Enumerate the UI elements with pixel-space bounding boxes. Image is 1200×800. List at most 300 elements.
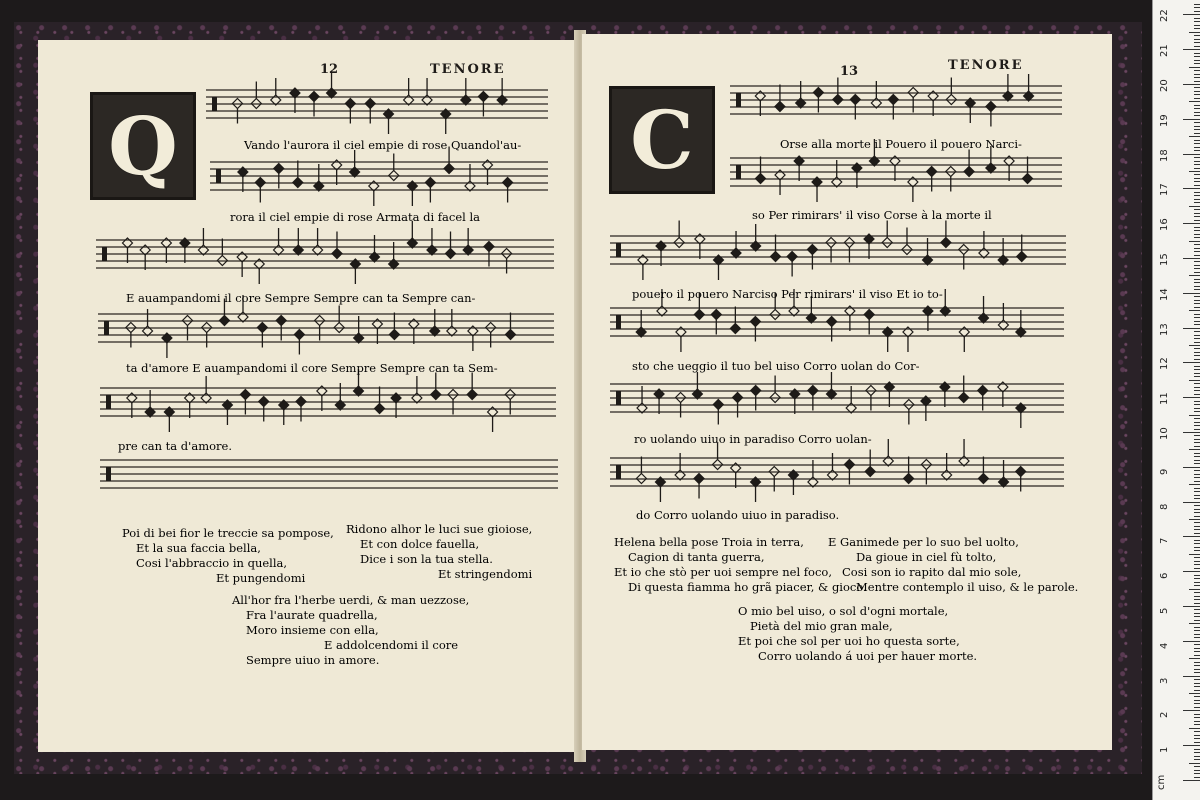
- ruler-tick: [1194, 488, 1200, 489]
- ruler-number: 17: [1159, 183, 1170, 197]
- ruler-tick: [1194, 474, 1200, 475]
- ruler-tick: [1194, 227, 1200, 228]
- music-staff: [730, 74, 1062, 127]
- note-head: [807, 245, 817, 255]
- note-head: [345, 99, 355, 109]
- ruler-tick: [1194, 321, 1200, 322]
- note-head: [833, 95, 843, 105]
- ruler-tick: [1189, 449, 1200, 450]
- ruler-tick: [1194, 307, 1200, 308]
- verse-stanza: [738, 604, 977, 664]
- ruler-tick: [1194, 181, 1200, 182]
- lyric-line: Vando l'aurora il ciel empie di rose Quandol'au-: [244, 138, 522, 152]
- ruler-tick: [1189, 171, 1200, 172]
- verse-stanza: [828, 535, 1078, 595]
- ruler-number: 10: [1159, 427, 1170, 440]
- ruler-tick: [1194, 234, 1200, 235]
- music-staff: [610, 221, 1066, 281]
- ruler-tick: [1194, 620, 1200, 621]
- note-head: [276, 316, 286, 326]
- clef-mark: [102, 247, 107, 261]
- note-head: [964, 167, 974, 177]
- ruler-tick: [1194, 394, 1200, 395]
- ruler-tick: [1194, 714, 1200, 715]
- ruler-tick: [1194, 161, 1200, 162]
- verse-line: Mentre contemplo il uiso, & le parole.: [856, 580, 1079, 594]
- verse-line: Corro uolando á uoi per hauer morte.: [758, 649, 978, 663]
- ruler-tick: [1183, 293, 1200, 294]
- clef-mark: [106, 467, 111, 481]
- ruler-tick: [1194, 11, 1200, 12]
- ruler-tick: [1194, 669, 1200, 670]
- ruler-tick: [1194, 18, 1200, 19]
- ruler-tick: [1194, 352, 1200, 353]
- note-head: [978, 386, 988, 396]
- ruler-tick: [1194, 115, 1200, 116]
- ruler-tick: [1183, 710, 1200, 711]
- ruler-tick: [1194, 168, 1200, 169]
- ruler-tick: [1194, 418, 1200, 419]
- ruler-tick: [1183, 641, 1200, 642]
- ruler-tick: [1194, 366, 1200, 367]
- measurement-ruler: [1152, 0, 1200, 800]
- note-head: [711, 310, 721, 320]
- note-head: [978, 474, 988, 484]
- ruler-number: 2: [1159, 712, 1170, 719]
- lyric-line: rora il ciel empie di rose Armata di facel la: [230, 210, 481, 224]
- verse-line: Moro insieme con ella,: [246, 623, 379, 637]
- verse-line: Da gioue in ciel fù tolto,: [856, 550, 997, 564]
- note-head: [865, 467, 875, 477]
- ruler-number: 11: [1159, 392, 1170, 406]
- ruler-tick: [1194, 376, 1200, 377]
- ruler-tick: [1194, 777, 1200, 778]
- ruler-tick: [1194, 516, 1200, 517]
- ruler-tick: [1194, 251, 1200, 252]
- ruler-tick: [1194, 599, 1200, 600]
- ruler-tick: [1194, 272, 1200, 273]
- clef-mark: [616, 391, 621, 405]
- ruler-tick: [1194, 268, 1200, 269]
- ruler-tick: [1194, 94, 1200, 95]
- music-staff: [100, 460, 558, 488]
- ruler-tick: [1194, 261, 1200, 262]
- ruler-tick: [1194, 178, 1200, 179]
- ruler-tick: [1194, 495, 1200, 496]
- ruler-tick: [1183, 49, 1200, 50]
- ruler-tick: [1194, 592, 1200, 593]
- ruler-tick: [1194, 439, 1200, 440]
- ruler-tick: [1194, 616, 1200, 617]
- ruler-tick: [1194, 738, 1200, 739]
- lyric-line: pre can ta d'amore.: [118, 439, 232, 453]
- ruler-tick: [1194, 108, 1200, 109]
- ruler-tick: [1194, 634, 1200, 635]
- ruler-tick: [1194, 28, 1200, 29]
- ruler-tick: [1189, 32, 1200, 33]
- ruler-tick: [1194, 289, 1200, 290]
- ruler-tick: [1194, 209, 1200, 210]
- ruler-tick: [1194, 81, 1200, 82]
- ruler-tick: [1194, 644, 1200, 645]
- ruler-tick: [1194, 331, 1200, 332]
- lyric-line: ta d'amore E auampandomi il core Sempre Sempre can ta Sem-: [126, 361, 498, 375]
- ruler-tick: [1194, 174, 1200, 175]
- note-head: [1023, 174, 1033, 184]
- ruler-tick: [1194, 185, 1200, 186]
- note-head: [478, 92, 488, 102]
- ruler-tick: [1194, 192, 1200, 193]
- ruler-tick: [1189, 623, 1200, 624]
- ruler-tick: [1194, 21, 1200, 22]
- ruler-tick: [1183, 188, 1200, 189]
- verse-line: Et poi che sol per uoi ho questa sorte,: [738, 634, 960, 648]
- ruler-tick: [1194, 700, 1200, 701]
- ruler-tick: [1189, 206, 1200, 207]
- ruler-tick: [1194, 477, 1200, 478]
- ruler-tick: [1194, 561, 1200, 562]
- ruler-tick: [1194, 425, 1200, 426]
- note-head: [888, 95, 898, 105]
- note-head: [505, 330, 515, 340]
- note-head: [259, 397, 269, 407]
- ruler-tick: [1194, 91, 1200, 92]
- ruler-tick: [1194, 63, 1200, 64]
- ruler-tick: [1194, 129, 1200, 130]
- lyric-line: sto che ueggio il tuo bel uiso Corro uolan do Cor-: [632, 359, 920, 373]
- ruler-tick: [1194, 512, 1200, 513]
- verse-line: Et pungendomi: [216, 571, 306, 585]
- note-head: [484, 242, 494, 252]
- note-head: [332, 249, 342, 259]
- ruler-tick: [1189, 241, 1200, 242]
- music-staff: [100, 369, 556, 432]
- verse-line: Dice i son la tua stella.: [360, 552, 493, 566]
- ruler-tick: [1194, 39, 1200, 40]
- note-head: [375, 404, 385, 414]
- ruler-tick: [1194, 359, 1200, 360]
- ruler-tick: [1194, 147, 1200, 148]
- ruler-tick: [1194, 460, 1200, 461]
- ruler-tick: [1189, 484, 1200, 485]
- clef-mark: [616, 465, 621, 479]
- ruler-tick: [1194, 435, 1200, 436]
- lyric-line: ro uolando uiuo in paradiso Corro uolan-: [634, 432, 872, 446]
- ruler-tick: [1194, 609, 1200, 610]
- ruler-tick: [1194, 662, 1200, 663]
- note-head: [771, 252, 781, 262]
- ruler-tick: [1194, 655, 1200, 656]
- note-head: [296, 397, 306, 407]
- ruler-number: 4: [1159, 642, 1170, 649]
- ruler-tick: [1194, 596, 1200, 597]
- ruler-number: 22: [1159, 9, 1170, 23]
- ruler-tick: [1194, 498, 1200, 499]
- ruler-tick: [1189, 415, 1200, 416]
- ruler-tick: [1189, 275, 1200, 276]
- part-name-header: TENORE: [430, 62, 506, 77]
- ruler-tick: [1183, 223, 1200, 224]
- ruler-tick: [1183, 119, 1200, 120]
- ruler-tick: [1183, 432, 1200, 433]
- ruler-tick: [1194, 126, 1200, 127]
- note-head: [219, 316, 229, 326]
- ruler-unit: cm: [1156, 774, 1167, 790]
- ruler-tick: [1194, 213, 1200, 214]
- ruler-tick: [1194, 53, 1200, 54]
- ruler-tick: [1194, 387, 1200, 388]
- lyric-line: so Per rimirars' il viso Corse à la morte il: [752, 208, 992, 222]
- ruler-tick: [1183, 328, 1200, 329]
- ruler-tick: [1194, 665, 1200, 666]
- ruler-number: 1: [1159, 746, 1170, 754]
- ruler-tick: [1189, 345, 1200, 346]
- note-head: [751, 386, 761, 396]
- music-staff: [610, 372, 1064, 428]
- ruler-tick: [1189, 380, 1200, 381]
- ruler-tick: [1194, 202, 1200, 203]
- verse-line: Cosi son io rapito dal mio sole,: [842, 565, 1022, 579]
- ruler-tick: [1194, 105, 1200, 106]
- verse-line: Ridono alhor le luci sue gioiose,: [346, 522, 533, 536]
- ruler-tick: [1194, 735, 1200, 736]
- ruler-tick: [1194, 74, 1200, 75]
- note-head: [431, 390, 441, 400]
- ruler-tick: [1183, 676, 1200, 677]
- ruler-tick: [1194, 578, 1200, 579]
- verse-line: E addolcendomi il core: [324, 638, 459, 652]
- note-head: [756, 174, 766, 184]
- ruler-tick: [1194, 627, 1200, 628]
- clef-mark: [212, 97, 217, 111]
- ruler-tick: [1194, 557, 1200, 558]
- verse-line: Fra l'aurate quadrella,: [246, 608, 378, 622]
- note-head: [365, 99, 375, 109]
- ruler-tick: [1194, 143, 1200, 144]
- ruler-tick: [1183, 571, 1200, 572]
- note-head: [425, 178, 435, 188]
- ruler-tick: [1194, 265, 1200, 266]
- verse-stanza: [346, 522, 532, 582]
- ruler-tick: [1194, 630, 1200, 631]
- verse-line: Sempre uiuo in amore.: [246, 653, 380, 667]
- ruler-tick: [1194, 87, 1200, 88]
- verse-line: Helena bella pose Troia in terra,: [614, 535, 804, 549]
- music-staff: [210, 147, 548, 207]
- ruler-tick: [1194, 157, 1200, 158]
- ruler-tick: [1183, 84, 1200, 85]
- woodcut-initial: C: [609, 86, 715, 194]
- ruler-tick: [1194, 422, 1200, 423]
- ruler-tick: [1183, 154, 1200, 155]
- ruler-number: 3: [1159, 677, 1170, 684]
- ruler-tick: [1194, 752, 1200, 753]
- note-head: [1017, 252, 1027, 262]
- ruler-tick: [1194, 703, 1200, 704]
- ruler-tick: [1194, 314, 1200, 315]
- note-head: [864, 310, 874, 320]
- note-head: [775, 102, 785, 112]
- ruler-tick: [1194, 244, 1200, 245]
- note-head: [274, 164, 284, 174]
- verse-line: Et io che stò per uoi sempre nel foco,: [614, 565, 833, 579]
- ruler-tick: [1194, 122, 1200, 123]
- ruler-tick: [1194, 637, 1200, 638]
- clef-mark: [104, 321, 109, 335]
- ruler-number: 18: [1159, 148, 1170, 162]
- music-staff: [96, 221, 554, 284]
- ruler-number: 12: [1159, 357, 1170, 371]
- ruler-tick: [1189, 310, 1200, 311]
- ruler-number: 5: [1159, 607, 1170, 614]
- note-head: [827, 317, 837, 327]
- ruler-tick: [1183, 467, 1200, 468]
- ruler-number: 7: [1159, 538, 1170, 545]
- ruler-tick: [1189, 763, 1200, 764]
- ruler-tick: [1183, 606, 1200, 607]
- ruler-tick: [1194, 721, 1200, 722]
- ruler-number: 14: [1159, 288, 1170, 301]
- ruler-number: 6: [1159, 572, 1170, 580]
- ruler-tick: [1194, 463, 1200, 464]
- verse-line: Cagion di tanta guerra,: [628, 550, 765, 564]
- ruler-tick: [1194, 568, 1200, 569]
- ruler-tick: [1194, 686, 1200, 687]
- ruler-tick: [1194, 679, 1200, 680]
- ruler-tick: [1194, 651, 1200, 652]
- ruler-tick: [1194, 446, 1200, 447]
- ruler-number: 15: [1159, 253, 1170, 266]
- lyric-line: Orse alla morte il Pouero il pouero Narci-: [780, 137, 1022, 151]
- note-head: [255, 178, 265, 188]
- ruler-tick: [1194, 369, 1200, 370]
- ruler-tick: [1183, 780, 1200, 781]
- ruler-tick: [1194, 77, 1200, 78]
- ruler-tick: [1194, 383, 1200, 384]
- ruler-number: 20: [1159, 79, 1170, 92]
- verse-line: O mio bel uiso, o sol d'ogni mortale,: [738, 604, 949, 618]
- ruler-tick: [1189, 658, 1200, 659]
- ruler-tick: [1194, 575, 1200, 576]
- ruler-tick: [1194, 46, 1200, 47]
- ruler-tick: [1183, 362, 1200, 363]
- ruler-tick: [1194, 564, 1200, 565]
- note-head: [904, 474, 914, 484]
- ruler-tick: [1194, 429, 1200, 430]
- note-head: [293, 178, 303, 188]
- page-number: 12: [320, 62, 339, 77]
- note-head: [446, 249, 456, 259]
- clef-mark: [616, 243, 621, 257]
- ruler-number: 21: [1159, 44, 1170, 58]
- ruler-tick: [1194, 338, 1200, 339]
- ruler-tick: [1194, 195, 1200, 196]
- ruler-tick: [1194, 199, 1200, 200]
- ruler-tick: [1194, 220, 1200, 221]
- clef-mark: [616, 315, 621, 329]
- note-head: [257, 323, 267, 333]
- ruler-tick: [1194, 342, 1200, 343]
- verse-line: All'hor fra l'herbe uerdi, & man uezzose,: [232, 593, 470, 607]
- ruler-tick: [1194, 98, 1200, 99]
- ruler-tick: [1194, 696, 1200, 697]
- clef-mark: [216, 169, 221, 183]
- ruler-tick: [1183, 536, 1200, 537]
- ruler-tick: [1194, 300, 1200, 301]
- ruler-tick: [1189, 136, 1200, 137]
- note-head: [694, 310, 704, 320]
- lyric-line: pouero il pouero Narciso Per rimirars' il viso Et io to-: [632, 287, 943, 301]
- verse-line: Et la sua faccia bella,: [136, 541, 261, 555]
- ruler-tick: [1194, 4, 1200, 5]
- ruler-tick: [1183, 258, 1200, 259]
- ruler-tick: [1183, 14, 1200, 15]
- ruler-tick: [1189, 554, 1200, 555]
- ruler-tick: [1194, 442, 1200, 443]
- ruler-tick: [1194, 547, 1200, 548]
- ruler-tick: [1194, 216, 1200, 217]
- ruler-tick: [1194, 255, 1200, 256]
- ruler-tick: [1194, 522, 1200, 523]
- ruler-tick: [1183, 745, 1200, 746]
- ruler-number: 19: [1159, 114, 1170, 127]
- ruler-number: 8: [1159, 503, 1170, 510]
- ruler-tick: [1194, 533, 1200, 534]
- note-head: [850, 95, 860, 105]
- ruler-tick: [1194, 742, 1200, 743]
- ruler-tick: [1194, 540, 1200, 541]
- ruler-tick: [1194, 613, 1200, 614]
- ruler-tick: [1194, 770, 1200, 771]
- ruler-tick: [1194, 408, 1200, 409]
- ruler-tick: [1194, 390, 1200, 391]
- note-head: [389, 330, 399, 340]
- verse-stanza: [232, 593, 469, 668]
- note-head: [808, 386, 818, 396]
- ruler-tick: [1194, 140, 1200, 141]
- note-head: [503, 178, 513, 188]
- ruler-tick: [1194, 526, 1200, 527]
- ruler-tick: [1194, 529, 1200, 530]
- ruler-tick: [1194, 404, 1200, 405]
- ruler-tick: [1194, 603, 1200, 604]
- ruler-tick: [1194, 355, 1200, 356]
- ruler-tick: [1194, 42, 1200, 43]
- ruler-tick: [1194, 683, 1200, 684]
- ruler-tick: [1194, 731, 1200, 732]
- ruler-tick: [1194, 672, 1200, 673]
- note-head: [813, 88, 823, 98]
- ruler-tick: [1194, 648, 1200, 649]
- ruler-tick: [1194, 303, 1200, 304]
- ruler-tick: [1194, 759, 1200, 760]
- ruler-tick: [1194, 543, 1200, 544]
- ruler-tick: [1194, 756, 1200, 757]
- verse-line: Et stringendomi: [438, 567, 533, 581]
- ruler-tick: [1194, 773, 1200, 774]
- ruler-tick: [1194, 7, 1200, 8]
- ruler-tick: [1194, 282, 1200, 283]
- verse-line: Pietà del mio gran male,: [750, 619, 893, 633]
- verse-line: Poi di bei fior le treccie sa pompose,: [122, 526, 334, 540]
- ruler-tick: [1194, 717, 1200, 718]
- ruler-tick: [1194, 150, 1200, 151]
- ruler-tick: [1194, 456, 1200, 457]
- page-number: 13: [840, 64, 859, 79]
- ruler-tick: [1194, 133, 1200, 134]
- part-name-header: TENORE: [948, 58, 1024, 73]
- lyric-line: do Corro uolando uiuo in paradiso.: [636, 508, 840, 522]
